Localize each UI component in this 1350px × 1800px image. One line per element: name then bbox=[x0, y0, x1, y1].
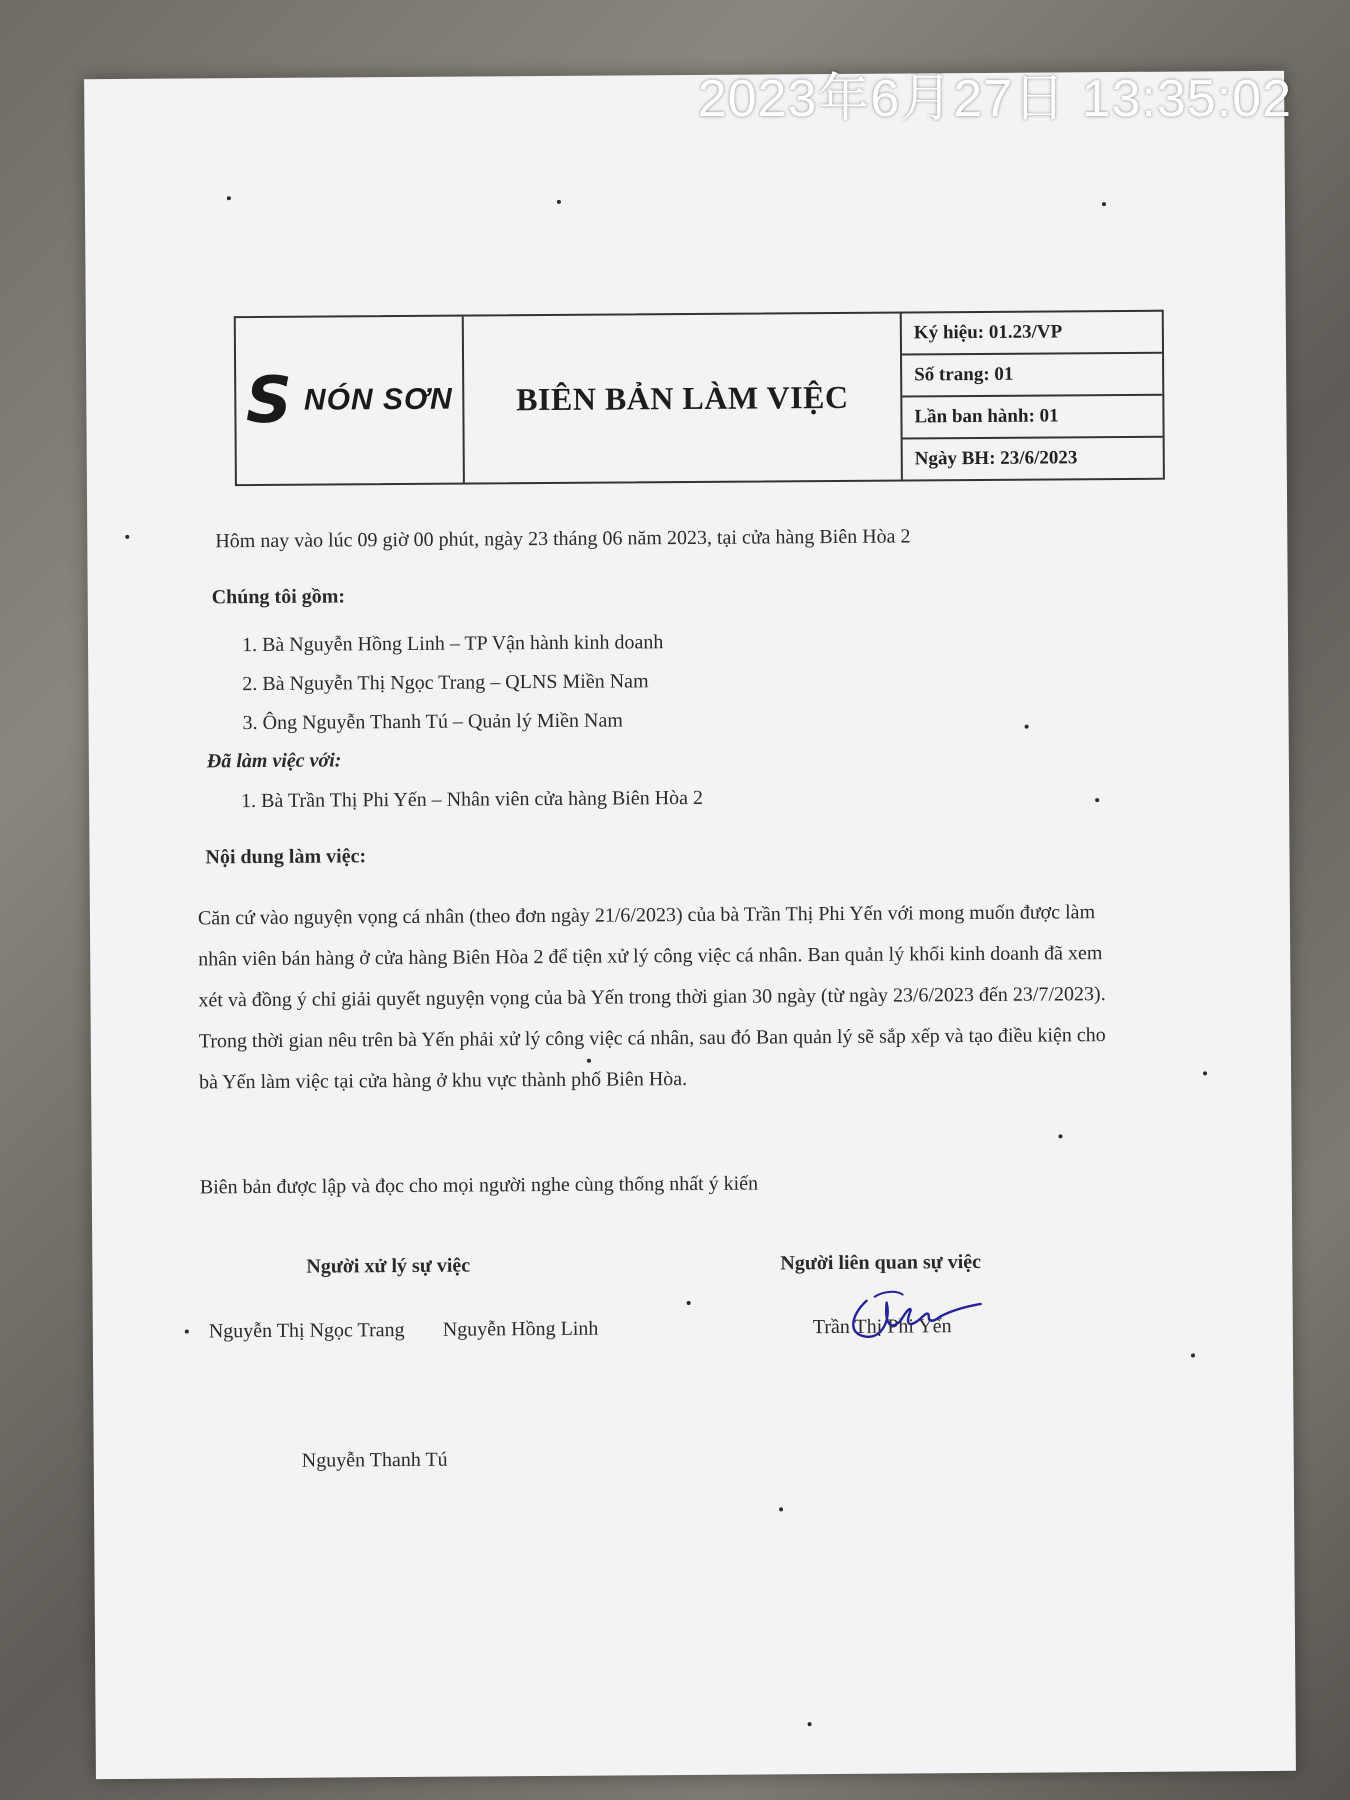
logo-text: NÓN SƠN bbox=[303, 382, 453, 417]
speck bbox=[1191, 1353, 1195, 1357]
content-paragraph: Căn cứ vào nguyện vọng cá nhân (theo đơn ngày 21/6/2023) của bà Trần Thị Phi Yến với mong muốn được làm nhân viên bán hàng ở cửa hàng Biên Hòa 2 để tiện xử lý công việc cá nhân. Ban quản lý khối kinh doanh đã xem xét và đồng ý chỉ giải quyết nguyện vọng của bà Yến trong thời gian 30 ngày (từ ngày 23/6/2023 đến 23/7/2023). Trong thời gian nêu trên bà Yến phải xử lý công việc cá nhân, sau đó Ban quản lý sẽ sắp xếp và tạo điều kiện cho bà Yến làm việc tại cửa hàng ở khu vực thành phố Biên Hòa. bbox=[197, 901, 1106, 1094]
member-item: 1. Bà Nguyễn Hồng Linh – TP Vận hành kinh doanh bbox=[241, 631, 664, 657]
speck bbox=[779, 1507, 783, 1511]
meta-so-trang: Số trang: 01 bbox=[902, 354, 1162, 398]
meta-ky-hieu: Ký hiệu: 01.23/VP bbox=[902, 312, 1162, 356]
speck bbox=[1058, 1134, 1062, 1138]
speck bbox=[125, 535, 129, 539]
members-heading: Chúng tôi gồm: bbox=[211, 585, 346, 609]
worked-with-heading: Đã làm việc với: bbox=[206, 749, 342, 773]
signer-name-yen: Trần Thị Phi Yến bbox=[812, 1315, 952, 1339]
speck bbox=[1025, 725, 1029, 729]
company-logo bbox=[236, 317, 465, 485]
content-heading: Nội dung làm việc: bbox=[205, 845, 367, 869]
meta-lan-ban-hanh: Lần ban hành: 01 bbox=[902, 396, 1162, 440]
logo-mark-icon: S bbox=[245, 363, 293, 439]
worked-with-item: 1. Bà Trần Thị Phi Yến – Nhân viên cửa hàng Biên Hòa 2 bbox=[241, 786, 704, 813]
document-page bbox=[84, 71, 1296, 1779]
member-item: 3. Ông Nguyễn Thanh Tú – Quản lý Miền Nam bbox=[242, 709, 623, 735]
right-signature-heading: Người liên quan sự việc bbox=[780, 1250, 982, 1275]
speck bbox=[557, 200, 561, 204]
speck bbox=[1203, 1071, 1207, 1075]
document-meta bbox=[902, 312, 1163, 480]
signer-name-linh: Nguyễn Hồng Linh bbox=[442, 1317, 599, 1341]
speck bbox=[227, 196, 231, 200]
handwritten-signature bbox=[844, 1280, 984, 1351]
closing-line: Biên bản được lập và đọc cho mọi người nghe cùng thống nhất ý kiến bbox=[199, 1172, 759, 1199]
title-cell bbox=[464, 314, 903, 483]
signer-name-tu: Nguyễn Thanh Tú bbox=[301, 1448, 448, 1472]
speck bbox=[1102, 202, 1106, 206]
speck bbox=[185, 1330, 189, 1334]
member-item: 2. Bà Nguyễn Thị Ngọc Trang – QLNS Miền Nam bbox=[242, 670, 649, 696]
intro-line: Hôm nay vào lúc 09 giờ 00 phút, ngày 23 tháng 06 năm 2023, tại cửa hàng Biên Hòa 2 bbox=[215, 525, 911, 553]
signer-name-trang: Nguyễn Thị Ngọc Trang bbox=[208, 1319, 405, 1343]
document-title: BIÊN BẢN LÀM VIỆC bbox=[515, 378, 849, 417]
left-signature-heading: Người xử lý sự việc bbox=[306, 1254, 471, 1278]
speck bbox=[1095, 798, 1099, 802]
photo-timestamp: 2023年6月27日 13:35:02 bbox=[697, 70, 1292, 128]
meta-ngay-bh: Ngày BH: 23/6/2023 bbox=[914, 447, 1078, 470]
document-header-table bbox=[234, 310, 1165, 486]
speck bbox=[687, 1301, 691, 1305]
speck bbox=[808, 1722, 812, 1726]
